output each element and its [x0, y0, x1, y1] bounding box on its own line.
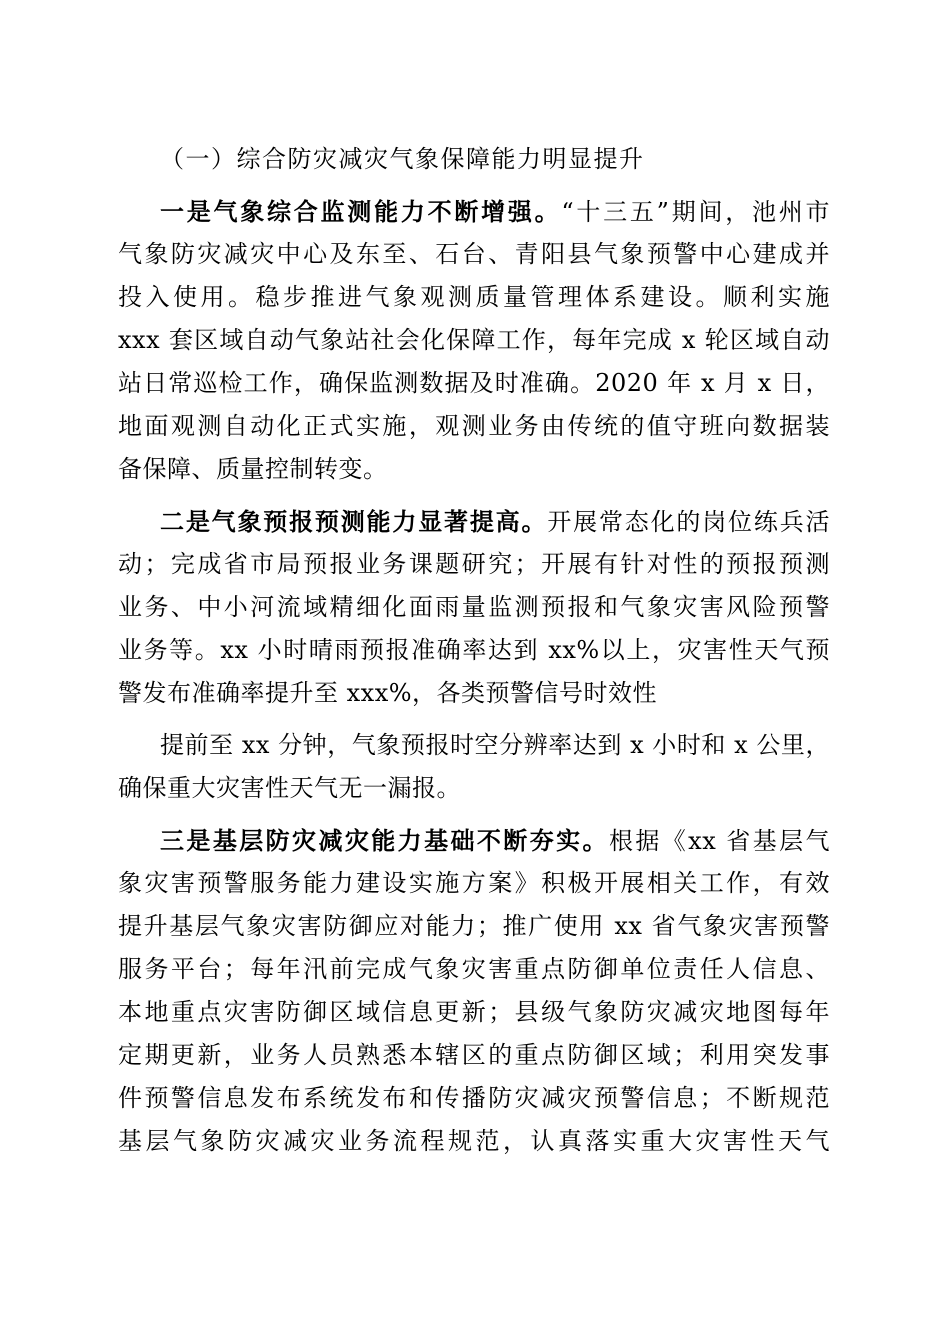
text-line: xxx 套区域自动气象站社会化保障工作，每年完成 x 轮区域自动: [118, 326, 830, 354]
text-line: 本地重点灾害防御区域信息更新；县级气象防灾减灾地图每年: [118, 998, 830, 1026]
paragraph-first-line: 提前至 xx 分钟，气象预报时空分辨率达到 x 小时和 x 公里，: [160, 731, 830, 759]
text-line: 地面观测自动化正式实施，观测业务由传统的值守班向数据装: [118, 412, 830, 440]
text-line: 站日常巡检工作，确保监测数据及时准确。2020 年 x 月 x 日，: [118, 369, 830, 397]
text-line: 警发布准确率提升至 xxx%，各类预警信号时效性: [118, 679, 658, 707]
document-body: [118, 138, 830, 1163]
paragraph-forecast-continued: [118, 724, 830, 810]
text-line: 备保障、质量控制转变。: [118, 455, 388, 483]
text-line: 业务等。xx 小时晴雨预报准确率达到 xx%以上，灾害性天气预: [118, 636, 830, 664]
paragraph-grassroots: [118, 819, 830, 1163]
text-line: 确保重大灾害性天气无一漏报。: [118, 774, 461, 802]
paragraph-first-line: [118, 190, 830, 233]
text-line: 定期更新，业务人员熟悉本辖区的重点防御区域；利用突发事: [118, 1041, 830, 1069]
paragraph-lead: 三是基层防灾减灾能力基础不断夯实。: [160, 826, 609, 855]
text-line: 服务平台；每年汛前完成气象灾害重点防御单位责任人信息、: [118, 955, 830, 983]
text-line: 动；完成省市局预报业务课题研究；开展有针对性的预报预测: [118, 550, 830, 578]
paragraph-lead: 一是气象综合监测能力不断增强。: [160, 197, 562, 226]
paragraph-text: 根据《xx 省基层气: [608, 827, 830, 855]
text-line: 气象防灾减灾中心及东至、石台、青阳县气象预警中心建成并: [118, 240, 830, 268]
text-line: 业务、中小河流域精细化面雨量监测预报和气象灾害风险预警: [118, 593, 830, 621]
section-heading: （一）综合防灾减灾气象保障能力明显提升: [160, 145, 645, 173]
text-line: 象灾害预警服务能力建设实施方案》积极开展相关工作，有效: [118, 869, 830, 897]
text-line: 基层气象防灾减灾业务流程规范，认真落实重大灾害性天气: [118, 1127, 830, 1155]
paragraph-forecast: [118, 500, 830, 715]
text-line: 件预警信息发布系统发布和传播防灾减灾预警信息；不断规范: [118, 1084, 830, 1112]
text-line: 投入使用。稳步推进气象观测质量管理体系建设。顺利实施: [118, 283, 830, 311]
paragraph-text: 开展常态化的岗位练兵活: [547, 508, 830, 536]
paragraph-monitoring: [118, 190, 830, 491]
paragraph-lead: 二是气象预报预测能力显著提高。: [160, 507, 548, 536]
text-line: 提升基层气象灾害防御应对能力；推广使用 xx 省气象灾害预警: [118, 912, 830, 940]
paragraph-text: “十三五”期间，池州市: [561, 198, 830, 226]
paragraph-first-line: [118, 819, 830, 862]
paragraph-first-line: [118, 500, 830, 543]
